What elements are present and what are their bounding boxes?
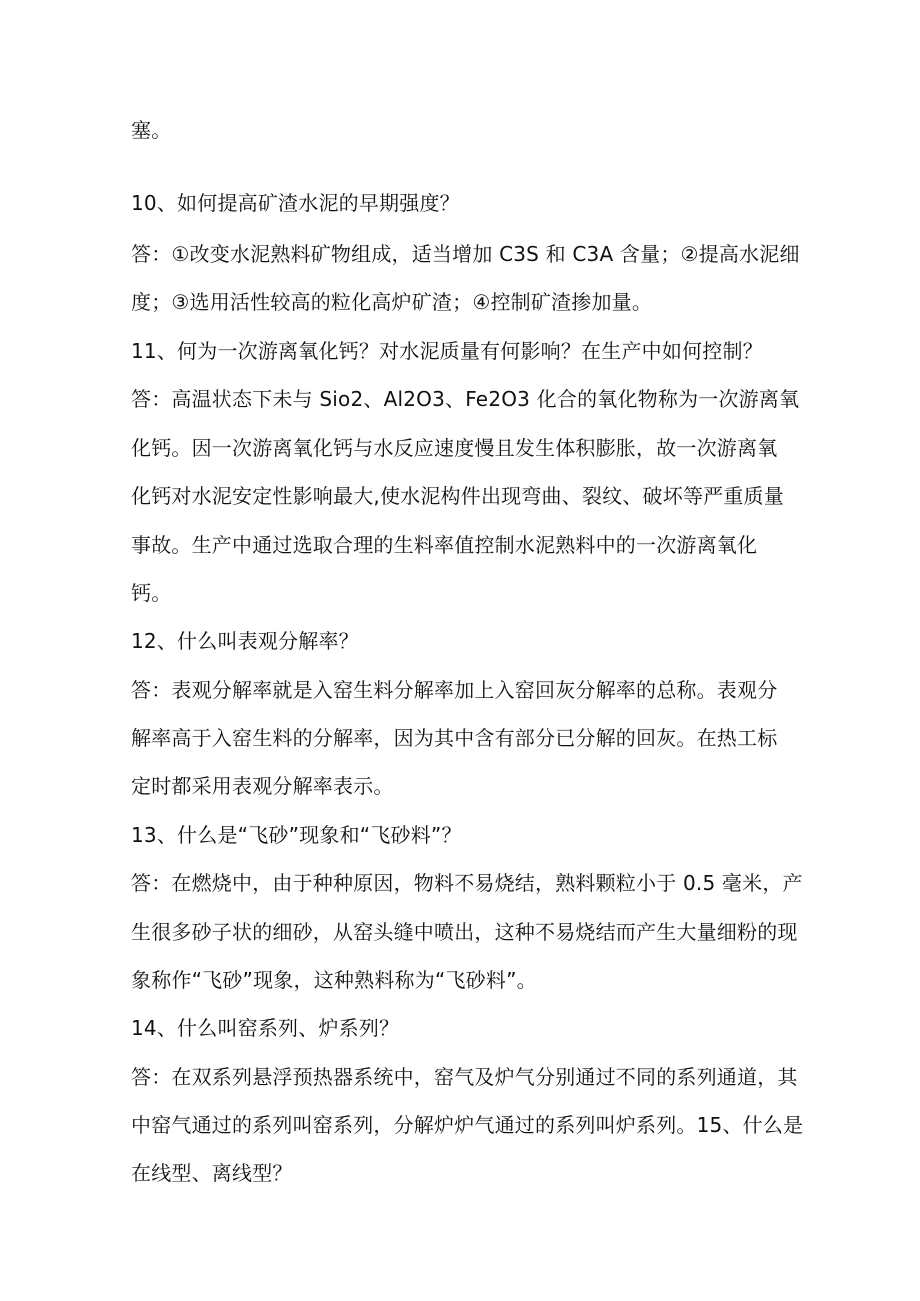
answer-line: 解率高于入窑生料的分解率，因为其中含有部分已分解的回灰。在热工标: [131, 726, 778, 750]
answer-line: 答：高温状态下未与 Sio2、Al2O3、Fe2O3 化合的氧化物称为一次游离氧: [131, 387, 800, 411]
question-heading: 13、什么是“飞砂”现象和“飞砂料”？: [131, 823, 462, 847]
answer-line: 在线型、离线型？: [131, 1161, 293, 1185]
answer-line: 化钙对水泥安定性影响最大,使水泥构件出现弯曲、裂纹、破坏等严重质量: [131, 484, 784, 508]
answer-line: 定时都采用表观分解率表示。: [131, 774, 394, 798]
answer-line: 事故。生产中通过选取合理的生料率值控制水泥熟料中的一次游离氧化: [131, 533, 758, 557]
answer-line: 钙。: [131, 581, 172, 605]
question-heading: 14、什么叫窑系列、炉系列？: [131, 1016, 400, 1040]
answer-line: 象称作“飞砂”现象，这种熟料称为“飞砂料”。: [131, 968, 537, 992]
answer-line: 答：在燃烧中，由于种种原因，物料不易烧结，熟料颗粒小于 0.5 毫米，产: [131, 871, 803, 895]
text-line: 塞。: [131, 118, 172, 142]
answer-line: 化钙。因一次游离氧化钙与水反应速度慢且发生体积膨胀，故一次游离氧: [131, 436, 778, 460]
answer-line: 答：表观分解率就是入窑生料分解率加上入窑回灰分解率的总称。表观分: [131, 678, 778, 702]
answer-line: 答：在双系列悬浮预热器系统中，窑气及炉气分别通过不同的系列通道，其: [131, 1065, 798, 1089]
answer-line: 度；③选用活性较高的粒化高炉矿渣；④控制矿渣掺加量。: [131, 290, 653, 314]
answer-line: 中窑气通过的系列叫窑系列，分解炉炉气通过的系列叫炉系列。15、什么是: [131, 1113, 804, 1137]
question-heading: 12、什么叫表观分解率？: [131, 629, 359, 653]
question-heading: 11、何为一次游离氧化钙？对水泥质量有何影响？在生产中如何控制？: [131, 339, 763, 363]
answer-line: 生很多砂子状的细砂，从窑头缝中喷出，这种不易烧结而产生大量细粉的现: [131, 920, 798, 944]
question-heading: 10、如何提高矿渣水泥的早期强度？: [131, 191, 460, 215]
answer-line: 答：①改变水泥熟料矿物组成，适当增加 C3S 和 C3A 含量；②提高水泥细: [131, 242, 800, 266]
